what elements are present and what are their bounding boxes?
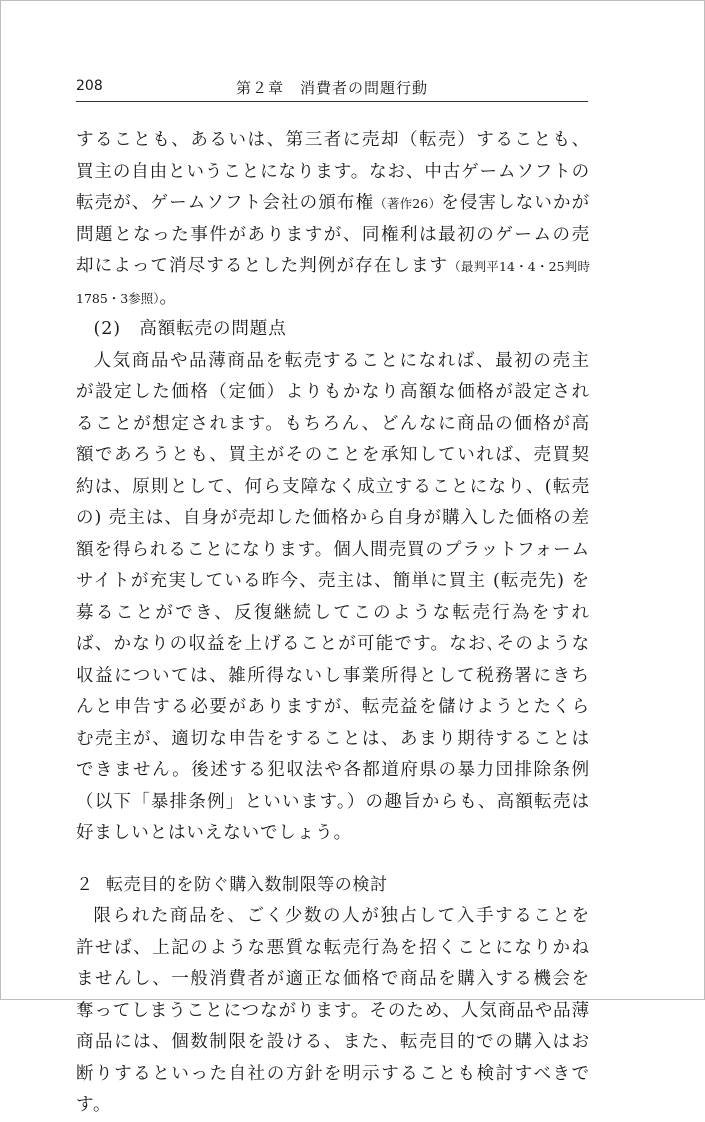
running-header [76,77,588,102]
paragraph-text: することも、あるいは、第三者に売却（転売）することも、買主の自由ということになります。なお、中古ゲームソフトの転売が、ゲームソフト会社の頒布権 [76,130,590,213]
section-number: ２ [76,874,94,895]
case-citation-note: （最判平14・4・25判時1785・3参照） [76,259,590,306]
section-heading [76,870,590,902]
citation-note: （著作26） [374,196,442,211]
subsection-paragraph: 人気商品や品薄商品を転売することになれば、最初の売主が設定した価格（定価）よりもかなり高額な価格が設定されることが想定されます。もちろん、どんなに商品の価格が高額であろうとも、買主がそのことを承知していれば、売買契約は、原則として、何ら支障なく成立することになり、(転売の) 売主は、自身が売却した価格から自身が購入した価格の差額を得られることになります。個人間売買のプラットフォームサイトが充実している昨今、売主は、簡単に買主 (転売先) を募ることができ、反復継続してこのような転売行為をすれば、かなりの収益を上げることが可能です。なお､そのような収益については、雑所得ないし事業所得として税務署にきちんと申告する必要がありますが、転売益を儲けようとたくらむ売主が、適切な申告をすることは、あまり期待することはできません。後述する犯収法や各都道府県の暴力団排除条例（以下「暴排条例」といいます。）の趣旨からも、高額転売は好ましいとはいえないでしょう。 [76,350,590,843]
section-title: 転売目的を防ぐ購入数制限等の検討 [106,874,388,895]
paragraph-end: 。 [159,287,178,308]
page-body [76,125,590,1122]
page-number: 208 [76,78,103,94]
continued-paragraph [76,125,590,314]
section-paragraph: 限られた商品を、ごく少数の人が独占して入手することを許せば、上記のような悪質な転売行為を招くことになりかねませんし、一般消費者が適正な価格で商品を購入する機会を奪ってしまうことにつながります。そのため、人気商品や品薄商品には、個数制限を設ける、また、転売目的での購入はお断りするといった自社の方針を明示することも検討すべきです。 [76,906,590,1115]
paragraph-text: を侵害しないかが問題となった事件がありますが、同権利は最初のゲームの売却によって消尽するとした判例が存在します [76,193,591,276]
subsection-heading: (2) 高額転売の問題点 [93,319,287,339]
chapter-title: 第２章 消費者の問題行動 [235,79,428,97]
